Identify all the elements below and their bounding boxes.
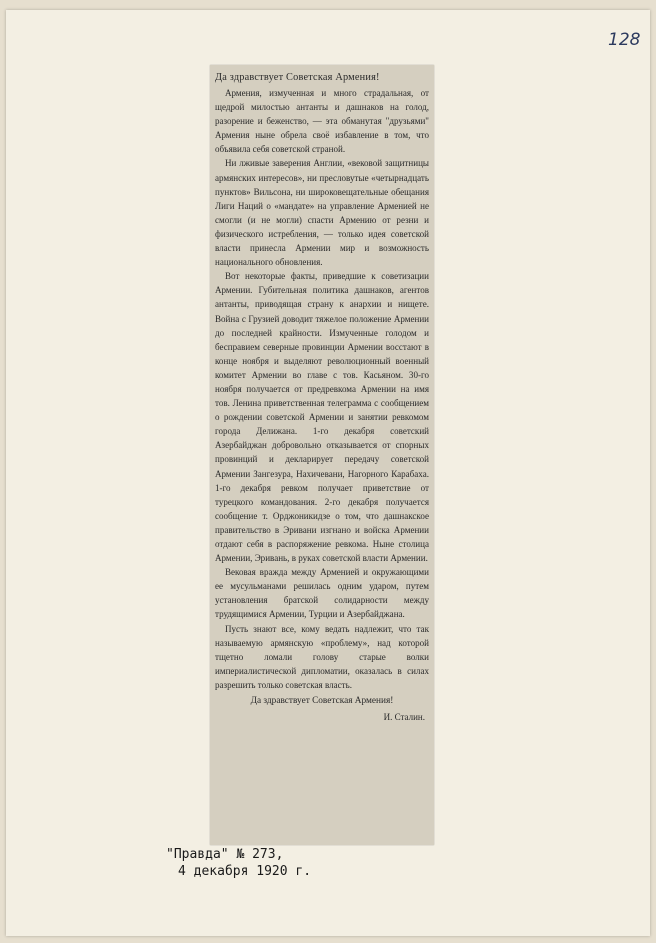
archive-sheet — [6, 10, 650, 936]
article-paragraph: Армения, измученная и много страдальная, от щедрой милостью антанты и дашнаков на голод, разорение и беженство, — эта обманутая "друзьями" Армения ныне обрела своё избавление в том, что объявила себя советской страной. — [215, 88, 429, 155]
article-paragraph: Вековая вражда между Арменией и окружающими ее мусульманами решилась одним ударом, путем установления братской солидарности между трудящимися Армении, Турции и Азербайджана. — [215, 567, 429, 620]
newspaper-clipping — [210, 65, 434, 845]
article-paragraph: Пусть знают все, кому ведать надлежит, что так называемую армянскую «проблему», над которой тщетно ломали голову старые волки империалистической дипломатии, оказалась в силах разрешить только советская власть. — [215, 623, 429, 690]
article-paragraph: Вот некоторые факты, приведшие к советизации Армении. Губительная политика дашнаков, агентов антанты, приводящая страну к анархии и нищете. Война с Грузией доводит тяжелое положение Армении до последней крайности. Измученные голодом и бесправием северные провинции Армении восстают в конце ноября и выделяют революционный военный комитет Армении во главе с тов. Касьяном. 30-го ноября получается от предревкома Армении на имя тов. Ленина приветственная телеграмма с сообщением о рождении советской Армении и занятии ревкомом города Делижана. 1-го декабря советский Азербайджан добровольно отказывается от спорных провинций и декларирует передачу советской Армении Зангезура, Нахичевани, Нагорного Карабаха. 1-го декабря ревком получает приветствие от турецкого командования. 2-го декабря получается сообщение т. Орджоникидзе о том, что дашнакское правительство в Эривани изгнано и войска Армении отдают себя в распоряжение ревкома. Ныне столица Армении, Эривань, в руках советской власти Армении. — [215, 271, 429, 564]
caption-line-newspaper: "Правда" № 273, — [166, 847, 284, 862]
article-title: Да здравствует Советская Армения! — [215, 72, 380, 83]
article-paragraph: Ни лживые заверения Англии, «вековой защитницы армянских интересов», ни пресловутые «четырнадцать пунктов» Вильсона, ни широковещательные обещания Лиги Наций о «мандате» на управление Арменией не смогли (и не могли) спасти Армению от резни и физического истребления, — только идея советской власти принесла Армении мир и возможность национального обновления. — [215, 158, 429, 268]
source-caption — [166, 846, 311, 880]
page-number: 128 — [608, 30, 641, 50]
caption-line-date: 4 декабря 1920 г. — [178, 864, 312, 879]
article-signature: И. Сталин. — [383, 712, 425, 723]
article-closing: Да здравствует Советская Армения! — [250, 696, 394, 707]
